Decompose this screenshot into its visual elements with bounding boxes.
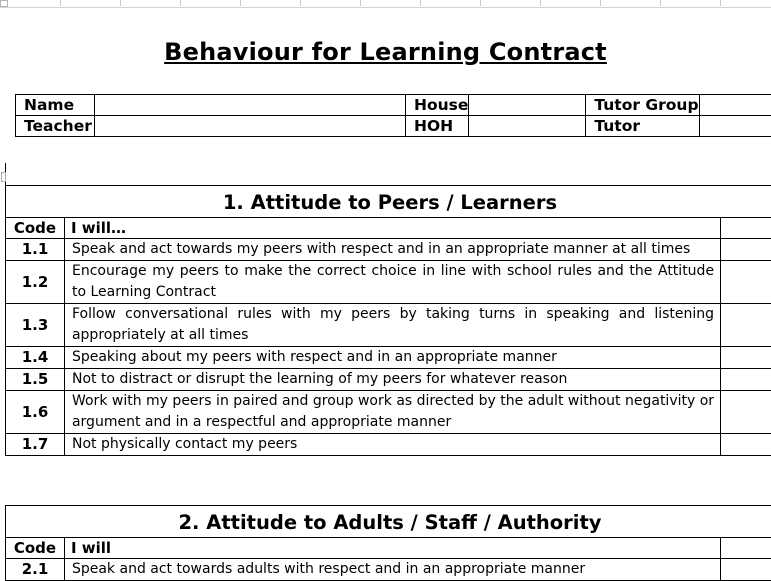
document-title: Behaviour for Learning Contract bbox=[0, 38, 771, 66]
ruler-tick bbox=[540, 0, 541, 6]
hoh-label: HOH bbox=[406, 116, 469, 137]
table-row bbox=[6, 261, 771, 304]
ruler-tick bbox=[240, 0, 241, 6]
row-code: 1.1 bbox=[6, 239, 65, 261]
table-move-handle[interactable] bbox=[1, 172, 6, 182]
name-field[interactable] bbox=[95, 95, 406, 116]
ruler-tick bbox=[300, 0, 301, 6]
ruler-tick bbox=[660, 0, 661, 6]
code-header: Code bbox=[6, 538, 65, 559]
row-code: 1.4 bbox=[6, 347, 65, 369]
section-2-heading: 2. Attitude to Adults / Staff / Authority bbox=[6, 506, 771, 538]
table-row bbox=[6, 559, 771, 581]
hoh-field[interactable] bbox=[469, 116, 586, 137]
tutor-group-label: Tutor Group bbox=[586, 95, 699, 116]
tick-cell[interactable] bbox=[721, 261, 771, 304]
house-label: House bbox=[406, 95, 469, 116]
row-text: Work with my peers in paired and group work as directed by the adult without negativity or argument and in a respectful and appropriate manner bbox=[64, 391, 720, 434]
section-1-table bbox=[5, 185, 771, 456]
info-row bbox=[16, 95, 771, 116]
row-text: Not physically contact my peers bbox=[64, 434, 720, 456]
ruler-tick bbox=[360, 0, 361, 6]
tutor-label: Tutor bbox=[586, 116, 699, 137]
ruler-tick bbox=[720, 0, 721, 6]
ruler-tick bbox=[420, 0, 421, 6]
ruler-indent-marker[interactable] bbox=[0, 0, 8, 7]
tick-cell[interactable] bbox=[721, 304, 771, 347]
row-text: Not to distract or disrupt the learning of my peers for whatever reason bbox=[64, 369, 720, 391]
row-text: Follow conversational rules with my peers by taking turns in speaking and listening appropriately at all times bbox=[64, 304, 720, 347]
table-row bbox=[6, 434, 771, 456]
section-2-header-row bbox=[6, 538, 771, 559]
tick-cell[interactable] bbox=[721, 559, 771, 581]
row-text: Encourage my peers to make the correct choice in line with school rules and the Attitude to Learning Contract bbox=[64, 261, 720, 304]
i-will-header: I will bbox=[64, 538, 720, 559]
tick-cell[interactable] bbox=[721, 239, 771, 261]
info-row bbox=[16, 116, 771, 137]
tick-cell[interactable] bbox=[721, 369, 771, 391]
code-header: Code bbox=[6, 218, 65, 239]
table-row bbox=[6, 369, 771, 391]
tick-cell[interactable] bbox=[721, 218, 771, 239]
student-info-table bbox=[15, 94, 771, 137]
ruler-tick bbox=[180, 0, 181, 6]
row-code: 1.6 bbox=[6, 391, 65, 434]
i-will-header: I will… bbox=[64, 218, 720, 239]
house-field[interactable] bbox=[469, 95, 586, 116]
ruler-tick bbox=[60, 0, 61, 6]
table-row bbox=[6, 391, 771, 434]
teacher-field[interactable] bbox=[95, 116, 406, 137]
name-label: Name bbox=[16, 95, 95, 116]
section-2-table bbox=[5, 505, 771, 581]
tutor-field[interactable] bbox=[699, 116, 771, 137]
table-row bbox=[6, 239, 771, 261]
table-row bbox=[6, 347, 771, 369]
row-code: 2.1 bbox=[6, 559, 65, 581]
tick-cell[interactable] bbox=[721, 538, 771, 559]
row-code: 1.3 bbox=[6, 304, 65, 347]
ruler-tick bbox=[480, 0, 481, 6]
table-row bbox=[6, 304, 771, 347]
row-code: 1.5 bbox=[6, 369, 65, 391]
row-code: 1.7 bbox=[6, 434, 65, 456]
tick-cell[interactable] bbox=[721, 347, 771, 369]
tick-cell[interactable] bbox=[721, 434, 771, 456]
row-text: Speak and act towards my peers with respect and in an appropriate manner at all times bbox=[64, 239, 720, 261]
row-code: 1.2 bbox=[6, 261, 65, 304]
row-text: Speak and act towards adults with respect and in an appropriate manner bbox=[64, 559, 720, 581]
section-1-heading: 1. Attitude to Peers / Learners bbox=[6, 186, 771, 218]
teacher-label: Teacher bbox=[16, 116, 95, 137]
tutor-group-field[interactable] bbox=[699, 95, 771, 116]
row-text: Speaking about my peers with respect and in an appropriate manner bbox=[64, 347, 720, 369]
ruler[interactable] bbox=[0, 0, 771, 8]
section-1-header-row bbox=[6, 218, 771, 239]
ruler-tick bbox=[600, 0, 601, 6]
ruler-tick bbox=[120, 0, 121, 6]
tick-cell[interactable] bbox=[721, 391, 771, 434]
